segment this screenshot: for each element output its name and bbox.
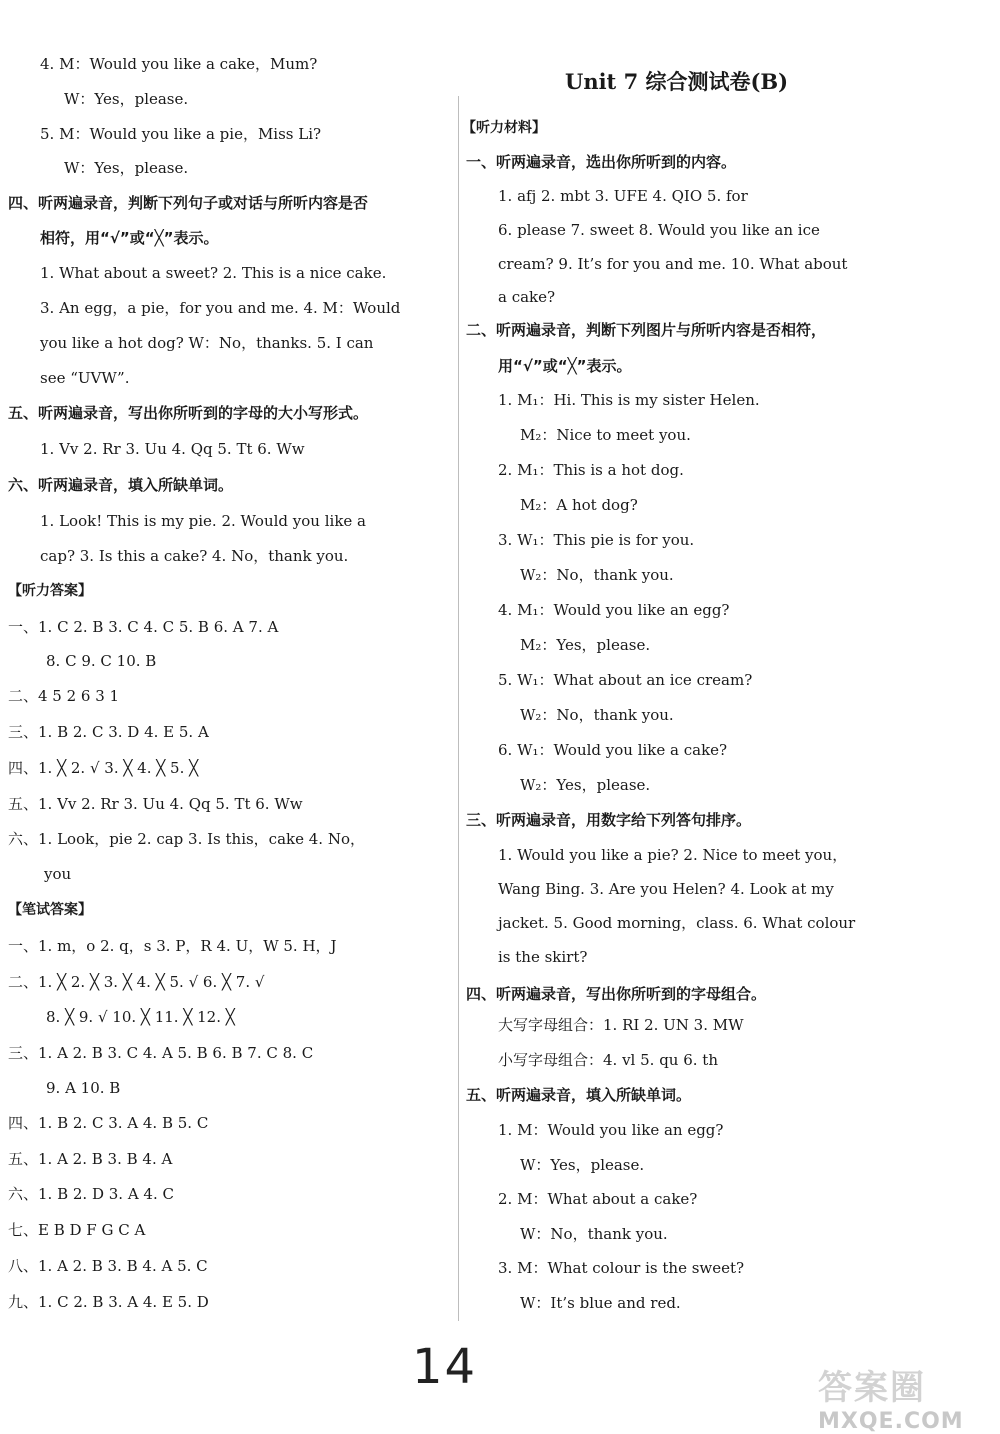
- text-line: Wang Bing. 3. Are you Helen? 4. Look at my: [498, 880, 834, 898]
- dialogue-line: W：Yes，please.: [520, 1156, 645, 1174]
- text-line: W：Yes，please.: [64, 159, 189, 177]
- section-heading: 三、听两遍录音，用数字给下列答句排序。: [466, 811, 752, 829]
- section-heading: 四、听两遍录音，写出你所听到的字母组合。: [466, 985, 767, 1003]
- answer-heading: 【笔试答案】: [8, 902, 92, 918]
- dialogue-line: W：No，thank you.: [520, 1225, 668, 1243]
- dialogue-line: M₂：Yes，please.: [520, 636, 651, 654]
- answer-line: 六、1. Look，pie 2. cap 3. Is this，cake 4. No，: [8, 830, 365, 848]
- answer-line: 四、1. ╳ 2. √ 3. ╳ 4. ╳ 5. ╳: [8, 759, 199, 777]
- answer-line: 三、1. B 2. C 3. D 4. E 5. A: [8, 723, 209, 741]
- text-line: 1. Vv 2. Rr 3. Uu 4. Qq 5. Tt 6. Ww: [40, 440, 305, 458]
- section-heading: 二、听两遍录音，判断下列图片与所听内容是否相符，: [466, 321, 827, 339]
- page-title: Unit 7 综合测试卷(B): [565, 69, 789, 94]
- answer-line: 9. A 10. B: [46, 1079, 121, 1097]
- dialogue-line: W₂：No，thank you.: [520, 566, 674, 584]
- dialogue-line: W₂：Yes，please.: [520, 776, 651, 794]
- column-divider: [458, 96, 459, 1321]
- section-heading: 四、听两遍录音，判断下列句子或对话与所听内容是否: [8, 194, 369, 212]
- dialogue-line: 4. M₁：Would you like an egg?: [498, 601, 730, 619]
- text-line: you like a hot dog? W：No，thanks. 5. I can: [40, 334, 374, 352]
- text-line: 1. Would you like a pie? 2. Nice to meet you，: [498, 846, 848, 864]
- answer-line: 8. C 9. C 10. B: [46, 652, 157, 670]
- answer-line: 三、1. A 2. B 3. C 4. A 5. B 6. B 7. C 8. C: [8, 1044, 314, 1062]
- answer-line: 八、1. A 2. B 3. B 4. A 5. C: [8, 1257, 208, 1275]
- text-line: cap? 3. Is this a cake? 4. No，thank you.: [40, 547, 349, 565]
- text-line: 6. please 7. sweet 8. Would you like an ice: [498, 221, 820, 239]
- section-heading: 五、听两遍录音，填入所缺单词。: [466, 1086, 692, 1104]
- text-line: W：Yes，please.: [64, 90, 189, 108]
- answer-line: 二、4 5 2 6 3 1: [8, 687, 120, 705]
- dialogue-line: 3. W₁：This pie is for you.: [498, 531, 695, 549]
- answer-line: 8. ╳ 9. √ 10. ╳ 11. ╳ 12. ╳: [46, 1008, 235, 1026]
- dialogue-line: 1. M：Would you like an egg?: [498, 1121, 724, 1139]
- material-heading: 【听力材料】: [462, 120, 546, 136]
- text-line: 大写字母组合：1. RI 2. UN 3. MW: [498, 1016, 744, 1034]
- answer-line: 一、1. C 2. B 3. C 4. C 5. B 6. A 7. A: [8, 618, 279, 636]
- section-heading: 相符，用“√”或“╳”表示。: [40, 229, 219, 247]
- answer-line: 五、1. Vv 2. Rr 3. Uu 4. Qq 5. Tt 6. Ww: [8, 795, 303, 813]
- section-heading: 一、听两遍录音，选出你所听到的内容。: [466, 153, 737, 171]
- answer-line: 二、1. ╳ 2. ╳ 3. ╳ 4. ╳ 5. √ 6. ╳ 7. √: [8, 973, 265, 991]
- text-line: see “UVW”.: [40, 369, 130, 387]
- answer-line: 四、1. B 2. C 3. A 4. B 5. C: [8, 1114, 209, 1132]
- section-heading: 五、听两遍录音，写出你所听到的字母的大小写形式。: [8, 404, 369, 422]
- answer-line: you: [44, 865, 72, 883]
- answer-line: 五、1. A 2. B 3. B 4. A: [8, 1150, 173, 1168]
- page-number: 14: [412, 1339, 478, 1395]
- text-line: a cake?: [498, 288, 556, 306]
- watermark-url: MXQE.COM: [818, 1409, 964, 1434]
- answer-line: 六、1. B 2. D 3. A 4. C: [8, 1185, 174, 1203]
- dialogue-line: 2. M：What about a cake?: [498, 1190, 698, 1208]
- text-line: 小写字母组合：4. vl 5. qu 6. th: [498, 1051, 718, 1069]
- site-watermark: [818, 1360, 988, 1434]
- dialogue-line: W：It’s blue and red.: [520, 1294, 681, 1312]
- text-line: 4. M：Would you like a cake，Mum?: [40, 55, 318, 73]
- text-line: cream? 9. It’s for you and me. 10. What about: [498, 255, 848, 273]
- text-line: is the skirt?: [498, 948, 588, 966]
- dialogue-line: 1. M₁：Hi. This is my sister Helen.: [498, 391, 760, 409]
- dialogue-line: 3. M：What colour is the sweet?: [498, 1259, 745, 1277]
- text-line: 3. An egg，a pie，for you and me. 4. M：Would: [40, 299, 401, 317]
- dialogue-line: 5. W₁：What about an ice cream?: [498, 671, 753, 689]
- text-line: 1. What about a sweet? 2. This is a nice cake.: [40, 264, 387, 282]
- text-line: jacket. 5. Good morning，class. 6. What colour: [498, 914, 856, 932]
- answer-line: 一、1. m，o 2. q，s 3. P，R 4. U，W 5. H，J: [8, 937, 337, 955]
- answer-heading: 【听力答案】: [8, 583, 92, 599]
- dialogue-line: 2. M₁：This is a hot dog.: [498, 461, 684, 479]
- text-line: 1. afj 2. mbt 3. UFE 4. QIO 5. for: [498, 187, 748, 205]
- dialogue-line: M₂：A hot dog?: [520, 496, 638, 514]
- text-line: 5. M：Would you like a pie，Miss Li?: [40, 125, 322, 143]
- answer-line: 七、E B D F G C A: [8, 1221, 146, 1239]
- section-heading: 用“√”或“╳”表示。: [498, 357, 632, 375]
- section-heading: 六、听两遍录音，填入所缺单词。: [8, 476, 234, 494]
- dialogue-line: 6. W₁：Would you like a cake?: [498, 741, 728, 759]
- watermark-logo-text: 答案圈: [818, 1368, 926, 1408]
- text-line: 1. Look! This is my pie. 2. Would you like a: [40, 512, 367, 530]
- answer-line: 九、1. C 2. B 3. A 4. E 5. D: [8, 1293, 209, 1311]
- dialogue-line: M₂：Nice to meet you.: [520, 426, 691, 444]
- dialogue-line: W₂：No，thank you.: [520, 706, 674, 724]
